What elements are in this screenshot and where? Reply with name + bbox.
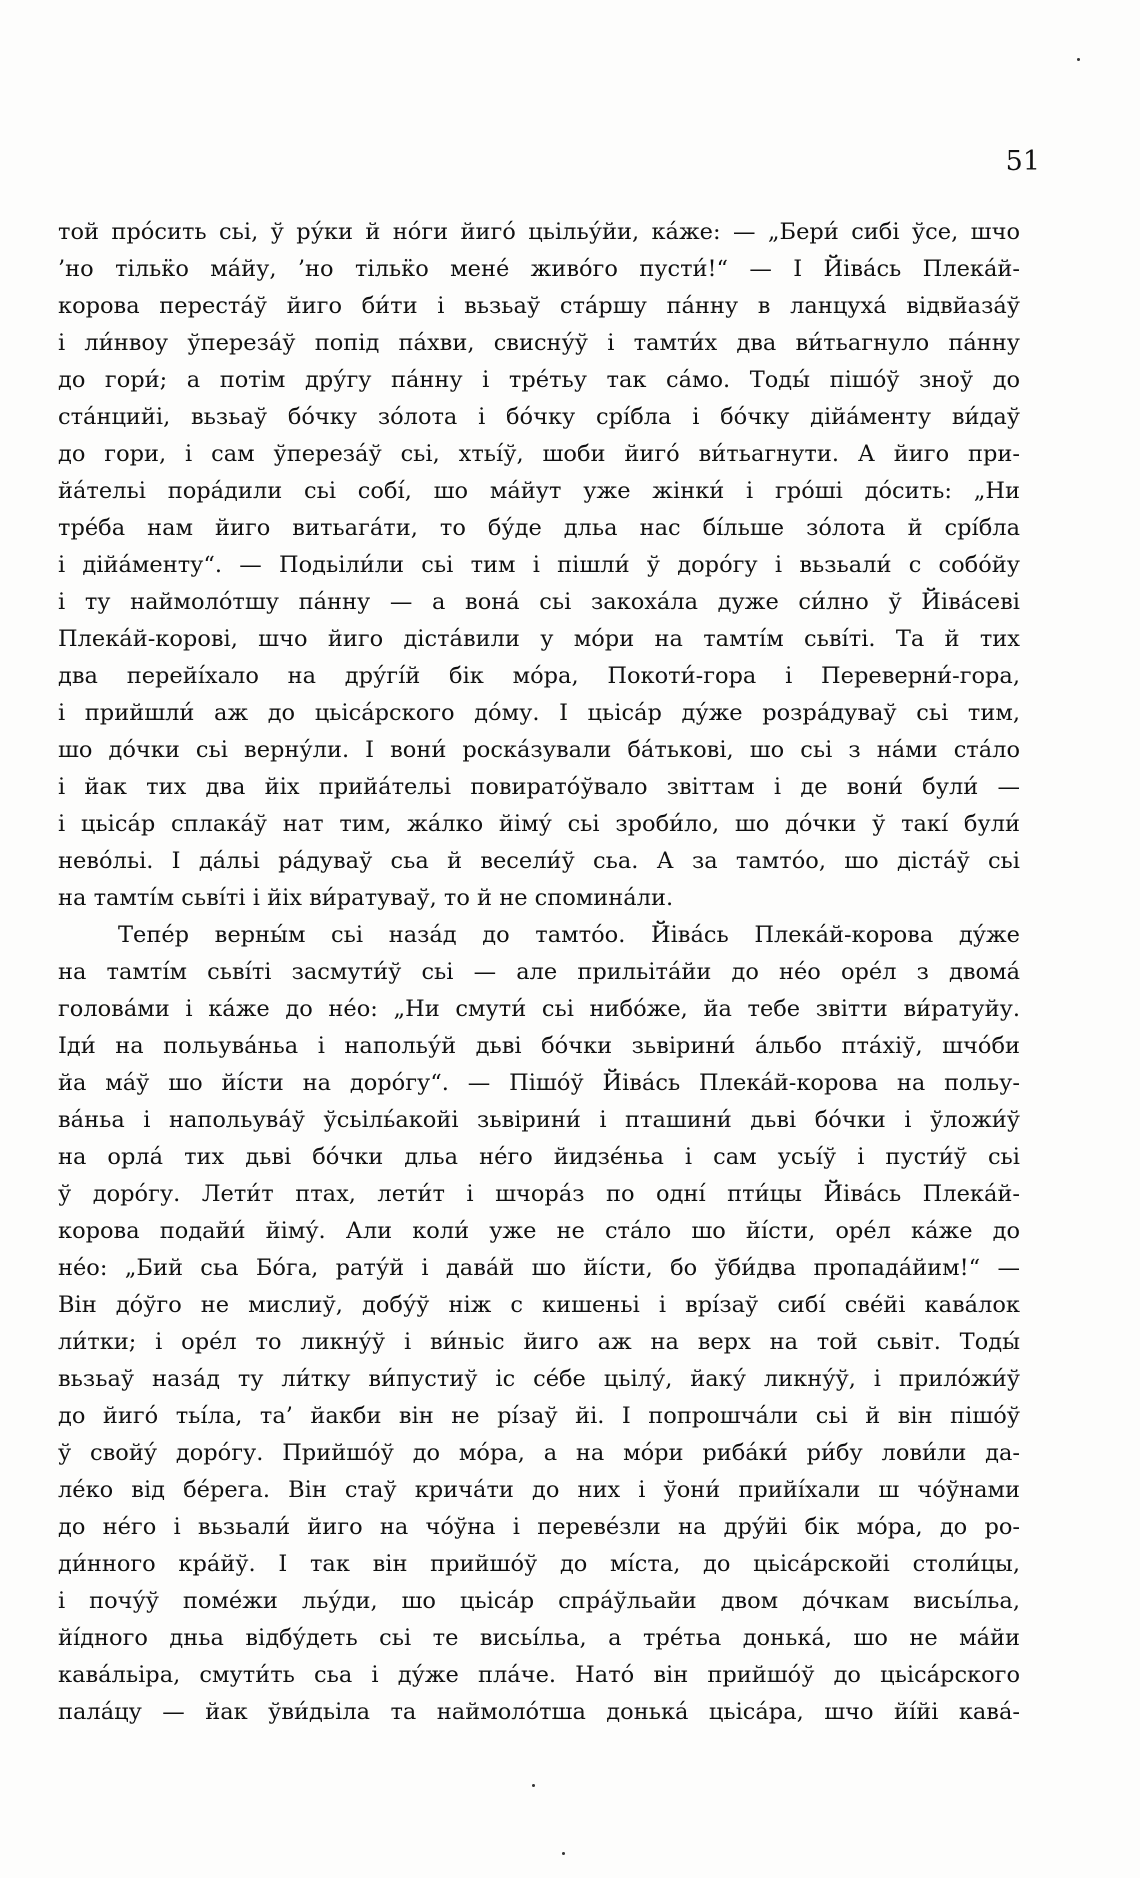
text-line: до не́го і вьзьали́ йиго на чо́ўна і переве́зли на дру́йі бік мо́ра, до ро- xyxy=(58,1514,1020,1540)
text-line: кава́льіра, смути́ть сьа і ду́же пла́че. Нато́ він прийшо́ў до цьіса́рского xyxy=(58,1662,1020,1688)
text-line: ’но тільк̈о ма́йу, ’но тільк̈о мене́ живо́го пусти́!“ — І Йіва́сь Плека́й- xyxy=(58,256,1020,282)
text-line: не́о: „Бий сьа Бо́га, рату́й і дава́й шо йі́сти, бо ўби́два пропада́йим!“ — xyxy=(58,1255,1020,1281)
text-line: до гори́; а потім дру́гу па́нну і тре́тьу так са́мо. Тоды́ пішо́ў зноў до xyxy=(58,367,1020,393)
text-line: і дійа́менту“. — Подьіли́ли сьі тим і пішли́ ў доро́гу і вьзьали́ с собо́йу xyxy=(58,552,1020,578)
text-line: і цьіса́р сплака́ў нат тим, жа́лко йіму́ сьі зроби́ло, шо до́чки ў такі́ були́ xyxy=(58,811,1020,837)
text-line: корова переста́ў йиго би́ти і вьзьаў ста́ршу па́нну в ланцуха́ відвйаза́ў xyxy=(58,293,1020,319)
text-line: два перейі́хало на дру́гі́й бік мо́ра, Покоти́-гора і Переверни́-гора, xyxy=(58,663,1020,689)
text-line: ле́ко від бе́рега. Він стаў крича́ти до них і ўони́ прийі́хали ш чо́ўнами xyxy=(58,1477,1020,1503)
text-line: і ли́нвоу ўпереза́ў попід па́хви, свисну́ў і тамти́х два ви́тьагнуло па́нну xyxy=(58,330,1020,356)
paper-speck xyxy=(562,1852,565,1855)
text-line: йа́тельі пора́дили сьі собі́, шо ма́йут уже жінки́ і гро́ші до́сить: „Ни xyxy=(58,478,1020,504)
paper-speck xyxy=(1077,58,1080,61)
text-line: нево́льі. І да́льі ра́дуваў сьа й весели́ў сьа. А за тамто́о, шо діста́ў сьі xyxy=(58,848,1020,874)
text-line: пала́цу — йак ўви́дьіла та наймоло́тша донька́ цьіса́ра, шчо йі́йі кава́- xyxy=(58,1699,1020,1725)
text-line: і прийшли́ аж до цьіса́рского до́му. І цьіса́р ду́же розра́дуваў сьі тим, xyxy=(58,700,1020,726)
text-line: до гори, і сам ўпереза́ў сьі, хтьі́ў, шоби йиго́ ви́тьагнути. А йиго при- xyxy=(58,441,1020,467)
page-number: 51 xyxy=(1005,146,1040,177)
text-line: і йак тих два йіх прийа́тельі повирато́ўвало звіттам і де вони́ були́ — xyxy=(58,774,1020,800)
paragraph xyxy=(58,214,1020,917)
text-line: на тамті́м сьві́ті і йіх ви́ратуваў, то й не спомина́ли. xyxy=(58,885,674,911)
text-line: голова́ми і ка́же до не́о: „Ни смути́ сьі нибо́же, йа тебе звітти ви́ратуйу. xyxy=(58,996,1020,1022)
paper-speck xyxy=(532,1784,535,1787)
text-line: той про́сить сьі, ў ру́ки й но́ги йиго́ цьільу́йи, ка́же: — „Бери́ сибі ўсе, шчо xyxy=(58,219,1020,245)
text-line: тре́ба нам йиго витьага́ти, то бу́де дльа нас бі́льше зо́лота й срі́бла xyxy=(58,515,1020,541)
text-line: на орла́ тих дьві бо́чки дльа не́го йидзе́ньа і сам усьі́ў і пусти́ў сьі xyxy=(58,1144,1020,1170)
text-line: Тепе́р верны́м сьі наза́д до тамто́о. Йіва́сь Плека́й-корова ду́же xyxy=(118,922,1020,948)
text-line: ли́тки; і оре́л то ликну́ў і ви́ньіс йиго аж на верх на той сьвіт. Тоды́ xyxy=(58,1329,1020,1355)
body-text xyxy=(58,214,1020,1731)
text-line: йа ма́ў шо йі́сти на доро́гу“. — Пішо́ў Йіва́сь Плека́й-корова на польу- xyxy=(58,1070,1020,1096)
text-line: ва́ньа і напольува́ў ўсьіль́акойі зьвірини́ і пташини́ дьві бо́чки і ўложи́ў xyxy=(58,1107,1020,1133)
text-line: Плека́й-корові, шчо йиго діста́вили у мо́ри на тамті́м сьві́ті. Та й тих xyxy=(58,626,1020,652)
text-line: Іди́ на польува́ньа і напольу́й дьві бо́чки зьвірини́ а́льбо пта́хіў, шчо́би xyxy=(58,1033,1020,1059)
text-line: до йиго́ тьі́ла, та’ йакби він не рі́заў йі. І попрошча́ли сьі й він пішо́ў xyxy=(58,1403,1020,1429)
paragraph xyxy=(58,917,1020,1731)
text-line: Він до́ўго не мислиў, добу́ў ніж с кишеньі і врі́заў сибі́ све́йі кава́лок xyxy=(58,1292,1020,1318)
text-line: на тамті́м сьві́ті засмути́ў сьі — але прильіта́йи до не́о оре́л з двома́ xyxy=(58,959,1020,985)
text-line: йі́дного дньа відбу́деть сьі те висьі́льа, а тре́тьа донька́, шо не ма́йи xyxy=(58,1625,1020,1651)
text-line: ста́нцийі, вьзьаў бо́чку зо́лота і бо́чку срі́бла і бо́чку дійа́менту ви́даў xyxy=(58,404,1020,430)
text-line: і почу́ў поме́жи льу́ди, шо цьіса́р спра́ўльайи двом до́чкам висьі́льа, xyxy=(58,1588,1020,1614)
text-line: шо до́чки сьі верну́ли. І вони́ роска́зували ба́тькові, шо сьі з на́ми ста́ло xyxy=(58,737,1020,763)
text-line: ў доро́гу. Лети́т птах, лети́т і шчора́з по одні́ пти́цы Йіва́сь Плека́й- xyxy=(58,1181,1020,1207)
text-line: ў свойу́ доро́гу. Прийшо́ў до мо́ра, а на мо́ри риба́ки́ ри́бу лови́ли да- xyxy=(58,1440,1020,1466)
text-line: вьзьаў наза́д ту ли́тку ви́пустиў іс се́бе цьілу́, йаку́ ликну́ў, і прило́жи́ў xyxy=(58,1366,1020,1392)
text-line: і ту наймоло́тшу па́нну — а вона́ сьі закоха́ла дуже си́лно ў Йіва́севі xyxy=(58,589,1020,615)
text-line: корова подайи́ йіму́. Али коли́ уже не ста́ло шо йі́сти, оре́л ка́же до xyxy=(58,1218,1020,1244)
text-line: ди́нного кра́йў. І так він прийшо́ў до мі́ста, до цьіса́рскойі столи́цы, xyxy=(58,1551,1020,1577)
